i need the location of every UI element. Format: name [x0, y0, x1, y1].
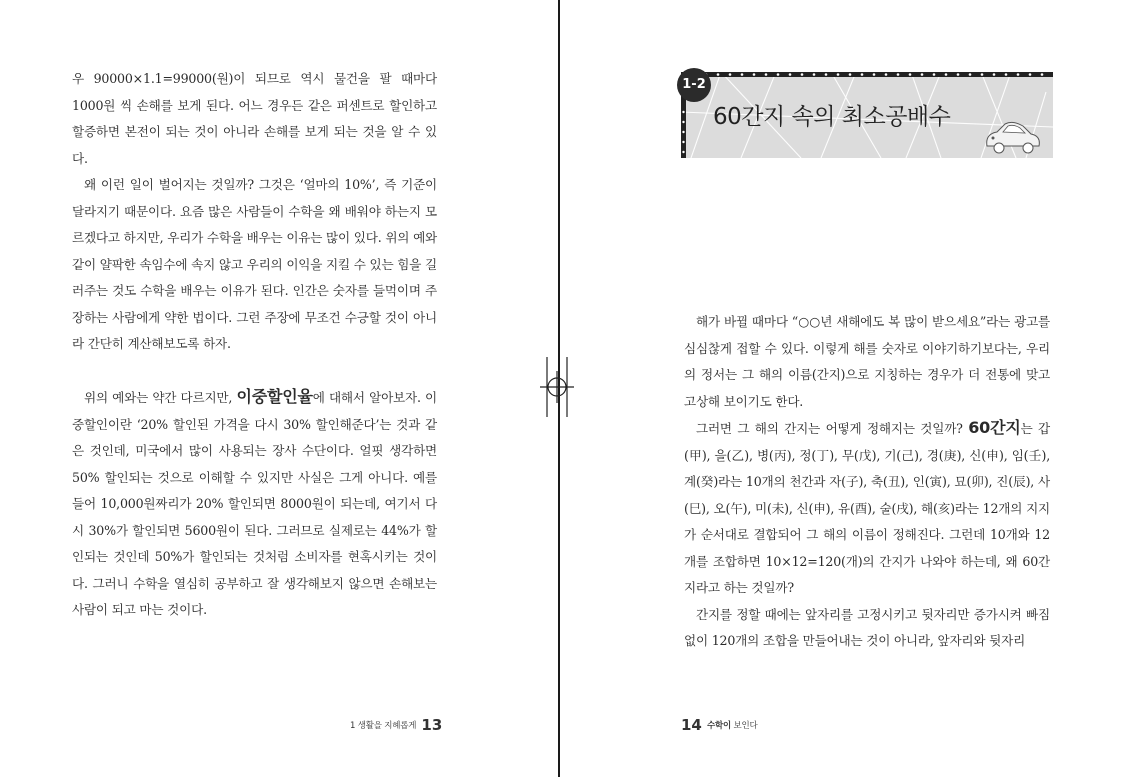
- body-paragraph: [72, 66, 437, 172]
- paragraph-text: 왜 이런 일이 벌어지는 것일까? 그것은 ‘얼마의 10%’, 즉 기준이 달라지기 때문이다. 요즘 많은 사람들이 수학을 왜 배워야 하는지 모르겠다고 하지만, 우리가 수학을 배우는 이유는 많이 있다. 위의 예와 같이 얄팍한 속임수에 속지 않고 우리의 이익을 지킬 수 있는 힘을 길러주는 것도 수학을 배우는 이유가 된다. 인간은 숫자를 들먹이며 주장하는 사람에게 약한 법이다. 그런 주장에 무조건 수긍할 것이 아니라 간단히 계산해보도록 하자.: [72, 177, 437, 351]
- paragraph-text: 우 90000×1.1=99000(원)이 되므로 역시 물건을 팔 때마다 1000원 씩 손해를 보게 된다. 어느 경우든 같은 퍼센트로 할인하고 할증하면 본전이 되는 것이 아니라 손해를 보게 되는 것을 알 수 있다.: [72, 71, 437, 166]
- chapter-number-badge: 1-2: [677, 68, 711, 102]
- footer-book-title-rest: 보인다: [731, 721, 758, 731]
- body-paragraph: [684, 309, 1050, 415]
- paragraph-text: 그러면 그 해의 간지는 어떻게 정해지는 것일까?: [696, 421, 969, 436]
- paragraph-text: 해가 바뀔 때마다 “○○년 새해에도 복 많이 받으세요”라는 광고를 심심찮게 접할 수 있다. 이렇게 해를 숫자로 이야기하기보다는, 우리의 정서는 그 해의 이름(간지)으로 지칭하는 경우가 더 전통에 맞고 고상해 보이기도 한다.: [684, 314, 1050, 409]
- chapter-title: 60간지 속의 최소공배수: [713, 104, 951, 130]
- right-page: [561, 0, 1126, 777]
- paragraph-text: 위의 예와는 약간 다르지만,: [84, 390, 237, 405]
- right-footer: [681, 713, 758, 734]
- bold-term: 60간지: [968, 418, 1021, 437]
- body-paragraph: [72, 384, 437, 624]
- paragraph-text: 간지를 정할 때에는 앞자리를 고정시키고 뒷자리만 증가시켜 빠짐없이 120개의 조합을 만들어내는 것이 아니라, 앞자리와 뒷자리: [684, 606, 1050, 648]
- body-paragraph: [684, 415, 1050, 602]
- footer-book-title: [707, 721, 758, 731]
- bold-term: 이중할인율: [236, 387, 313, 406]
- page-number-left: 13: [421, 716, 443, 734]
- footer-book-title-bold: 수학이: [706, 721, 732, 731]
- body-paragraph: [684, 602, 1050, 655]
- left-page: [0, 0, 558, 777]
- left-footer: [350, 713, 442, 734]
- paragraph-spacer: [72, 358, 437, 385]
- right-body-text: [684, 309, 1050, 655]
- page-number-right: 14: [681, 716, 702, 734]
- paragraph-text: 에 대해서 알아보자. 이중할인이란 ‘20% 할인된 가격을 다시 30% 할인해준다’는 것과 같은 것인데, 미국에서 많이 사용되는 장사 수단이다. 얼핏 생각하면 50% 할인되는 것으로 이해할 수 있지만 사실은 그게 아니다. 예를 들어 10,000원짜리가 20% 할인되면 8000원이 되는데, 여기서 다시 30%가 할인되면 5600원이 된다. 그러므로 실제로는 44%가 할인되는 것인데 50%가 할인되는 것처럼 소비자를 현혹시키는 것이다. 그러니 수학을 열심히 공부하고 잘 생각해보지 않으면 손해보는 사람이 되고 마는 것이다.: [72, 390, 437, 617]
- body-paragraph: [72, 172, 437, 358]
- footer-section-title: 1 생활을 지혜롭게: [350, 721, 417, 731]
- left-body-text: [72, 66, 437, 624]
- paragraph-text: 는 갑(甲), 을(乙), 병(丙), 정(丁), 무(戊), 기(己), 경(庚), 신(申), 임(壬), 계(癸)라는 10개의 천간과 자(子), 축(丑), 인(寅), 묘(卯), 진(辰), 사(巳), 오(午), 미(未), 신(申), 유(酉), 술(戌), 해(亥)라는 12개의 지지가 순서대로 결합되어 그 해의 이름이 정해진다. 그런데 10개와 12개를 조합하면 10×12=120(개)의 간지가 나와야 하는데, 왜 60간지라고 하는 것일까?: [684, 421, 1050, 595]
